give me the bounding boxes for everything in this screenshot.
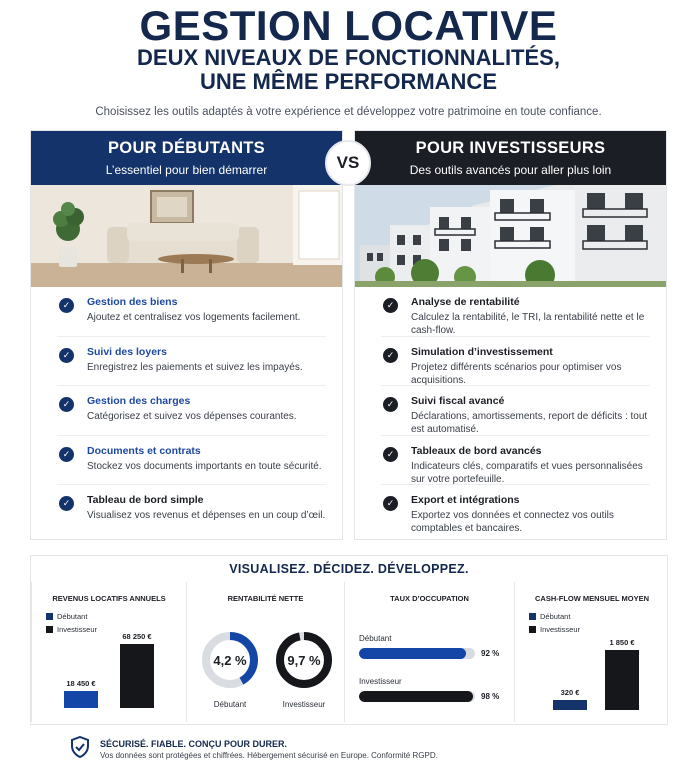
legend-beginner-label: Débutant [57, 612, 88, 621]
beginners-panel [30, 130, 343, 540]
feature-documents [57, 436, 326, 486]
check-icon: ✓ [59, 397, 74, 412]
feature-desc: Enregistrez les paiements et suivez les impayés. [87, 361, 303, 373]
feature-title: Documents et contrats [87, 444, 201, 457]
check-icon: ✓ [59, 496, 74, 511]
cashflow-title: CASH-FLOW MENSUEL MOYEN [534, 594, 650, 603]
donut-caption-investor: Investisseur [282, 700, 326, 709]
legend-swatch-black [46, 626, 53, 633]
subtitle-line-2: UNE MÊME PERFORMANCE [199, 69, 497, 94]
feature-title: Analyse de rentabilité [411, 296, 520, 308]
feature-desc: Projetez différents scénarios pour optimiser vos acquisitions. [411, 361, 622, 386]
legend-beginner [46, 612, 97, 621]
subtitle-line-1: DEUX NIVEAUX DE FONCTIONNALITÉS, [137, 45, 560, 70]
check-icon: ✓ [383, 298, 398, 313]
stats-title: VISUALISEZ. DÉCIDEZ. DÉVELOPPEZ. [229, 562, 469, 576]
beginners-title: POUR DÉBUTANTS [108, 139, 265, 157]
donut-caption-beginner: Débutant [213, 700, 247, 709]
vs-badge: VS [325, 140, 371, 186]
feature-title: Suivi des loyers [87, 345, 167, 358]
feature-desc: Visualisez vos revenus et dépenses en un coup d’œil. [87, 510, 326, 521]
cashflow-label-beginner: 320 € [560, 688, 580, 697]
investors-title: POUR INVESTISSEURS [415, 139, 606, 157]
legend-swatch-black [529, 626, 536, 633]
investors-header [355, 131, 666, 185]
shield-check-icon [70, 736, 90, 758]
feature-gestion-charges [57, 386, 326, 436]
investors-subtitle: Des outils avancés pour aller plus loin [409, 163, 612, 177]
revenue-legend [46, 612, 97, 638]
check-icon: ✓ [383, 447, 398, 462]
legend-beginner-label: Débutant [540, 612, 571, 621]
cashflow-card [514, 582, 669, 722]
page-subtitle [0, 46, 697, 94]
check-icon: ✓ [383, 496, 398, 511]
check-icon: ✓ [59, 298, 74, 313]
occupancy-track-beginner [359, 648, 475, 659]
occupancy-caption-beginner: Débutant [359, 634, 392, 643]
revenue-label-beginner: 18 450 € [66, 679, 96, 688]
feature-title: Gestion des charges [87, 395, 191, 407]
check-icon: ✓ [59, 447, 74, 462]
legend-swatch-blue [529, 613, 536, 620]
cashflow-legend [529, 612, 580, 638]
feature-desc: Ajoutez et centralisez vos logements facilement. [87, 312, 301, 323]
feature-title: Gestion des biens [87, 296, 178, 308]
feature-title: Simulation d’investissement [411, 345, 553, 358]
footer-title: SÉCURISÉ. FIABLE. CONÇU POUR DURER. [100, 739, 288, 749]
occupancy-fill-beginner [359, 648, 466, 659]
feature-gestion-biens [57, 287, 326, 337]
legend-investor [46, 625, 97, 634]
cashflow-label-investor: 1 850 € [609, 638, 635, 647]
revenue-bar-beginner [64, 691, 98, 708]
revenue-title: REVENUS LOCATIFS ANNUELS [52, 594, 166, 603]
beginners-header [31, 131, 342, 185]
occupancy-card [344, 582, 514, 722]
feature-simulation [381, 337, 650, 387]
feature-desc: Exportez vos données et connectez vos outils comptables et bancaires. [411, 510, 614, 534]
check-icon: ✓ [383, 348, 398, 363]
profitability-card [186, 582, 344, 722]
legend-investor-label: Investisseur [540, 625, 581, 634]
beginners-features [31, 287, 342, 535]
legend-beginner [529, 612, 580, 621]
feature-fiscal [381, 386, 650, 436]
check-icon: ✓ [59, 348, 74, 363]
profitability-title: RENTABILITÉ NETTE [227, 594, 304, 603]
feature-title: Tableau de bord simple [87, 494, 204, 506]
page-title: GESTION LOCATIVE [139, 2, 558, 49]
feature-tableau-bord [57, 485, 326, 535]
stats-section [30, 555, 668, 725]
feature-desc: Indicateurs clés, comparatifs et vues personnalisées sur votre portefeuille. [411, 460, 643, 485]
feature-desc: Calculez la rentabilité, le TRI, la rentabilité nette et le cash-flow. [411, 312, 645, 336]
tagline: Choisissez les outils adaptés à votre expérience et développez votre patrimoine en toute confiance. [95, 106, 602, 118]
legend-investor [529, 625, 580, 634]
feature-desc: Catégorisez et suivez vos dépenses courantes. [87, 411, 297, 422]
occupancy-value-beginner: 92 % [481, 649, 500, 658]
investors-features [355, 287, 666, 535]
legend-investor-label: Investisseur [57, 625, 98, 634]
feature-desc: Stockez vos documents importants en toute sécurité. [87, 460, 322, 472]
feature-export [381, 485, 650, 535]
donut-value-beginner: 4,2 % [213, 653, 247, 668]
revenue-label-investor: 68 250 € [122, 632, 152, 641]
revenue-bar-investor [120, 644, 154, 708]
feature-tableaux-avances [381, 436, 650, 486]
feature-rentabilite [381, 287, 650, 337]
feature-title: Export et intégrations [411, 494, 520, 506]
legend-swatch-blue [46, 613, 53, 620]
occupancy-value-investor: 98 % [481, 692, 500, 701]
revenue-card [31, 582, 186, 722]
footer-text: Vos données sont protégées et chiffrées. Hébergement sécurisé en Europe. Conformité RGPD. [100, 751, 438, 760]
feature-desc: Déclarations, amortissements, report de déficits : tout est automatisé. [411, 411, 648, 435]
cashflow-bar-beginner [553, 700, 587, 710]
feature-suivi-loyers [57, 337, 326, 387]
feature-title: Tableaux de bord avancés [411, 444, 542, 457]
occupancy-caption-investor: Investisseur [359, 677, 402, 686]
feature-title: Suivi fiscal avancé [411, 395, 505, 407]
occupancy-title: TAUX D’OCCUPATION [390, 594, 469, 603]
investors-panel [354, 130, 667, 540]
occupancy-track-investor [359, 691, 475, 702]
apartment-building-photo [355, 185, 666, 287]
occupancy-fill-investor [359, 691, 473, 702]
donut-value-investor: 9,7 % [287, 653, 321, 668]
living-room-photo [31, 185, 342, 287]
cashflow-bar-investor [605, 650, 639, 710]
beginners-subtitle: L’essentiel pour bien démarrer [105, 163, 268, 177]
check-icon: ✓ [383, 397, 398, 412]
